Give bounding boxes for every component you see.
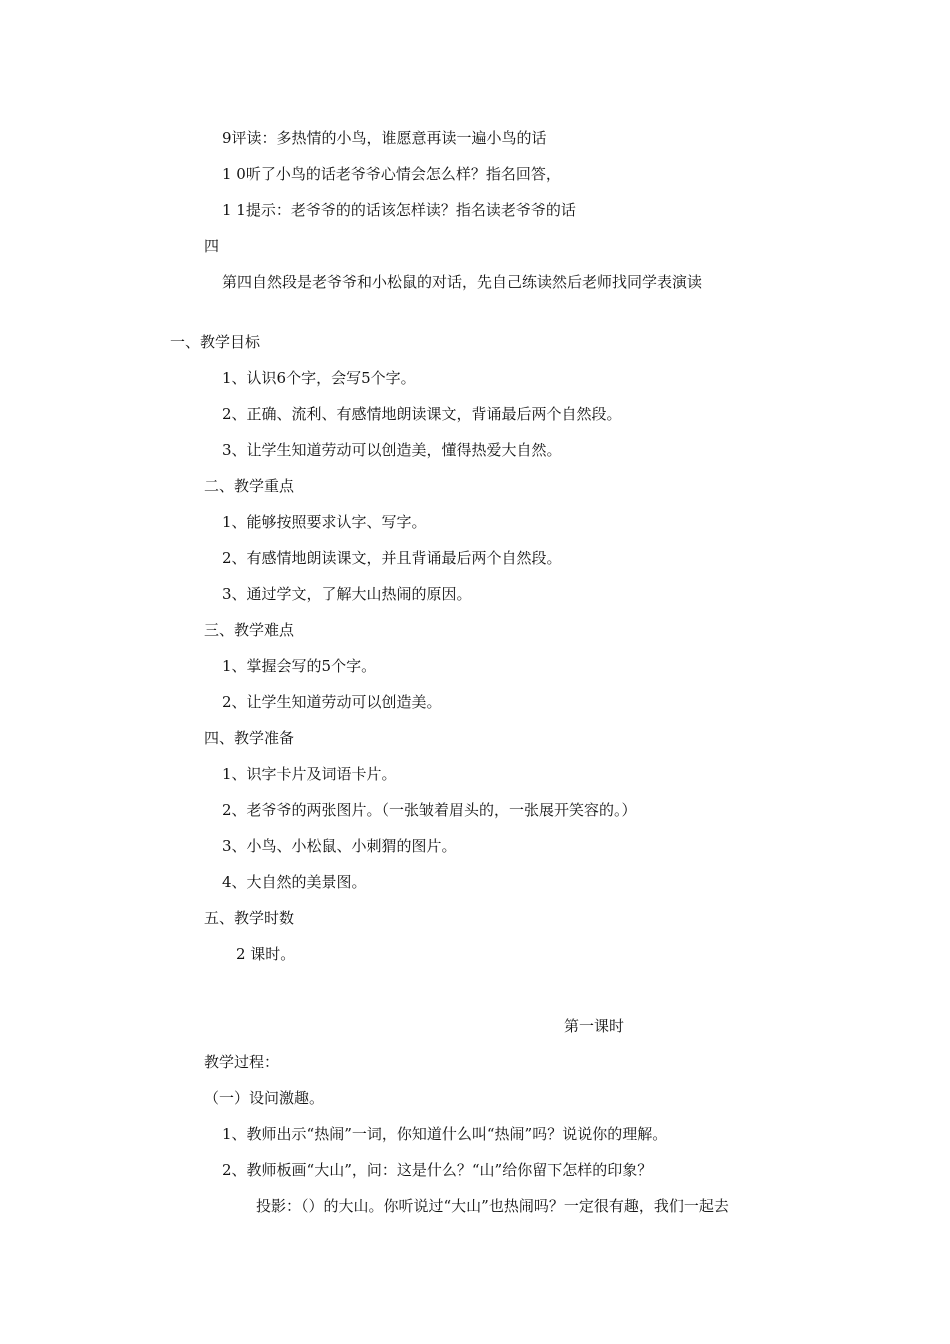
list-item: 2 课时。 [236,945,296,963]
section-heading: 五、教学时数 [204,909,295,927]
list-item: 2、教师板画“大山”，问：这是什么？“山”给你留下怎样的印象？ [222,1161,653,1179]
list-item: 1、认识6个字，会写5个字。 [222,369,416,387]
list-item: 3、通过学文，了解大山热闹的原因。 [222,585,472,603]
list-item: 1、教师出示“热闹”一词，你知道什么叫“热闹”吗？说说你的理解。 [222,1125,668,1143]
list-item: 2、让学生知道劳动可以创造美。 [222,693,442,711]
list-item: 3、小鸟、小松鼠、小刺猬的图片。 [222,837,457,855]
text-line: 第四自然段是老爷爷和小松鼠的对话，先自己练读然后老师找同学表演读 [222,273,703,291]
list-item: 3、让学生知道劳动可以创造美，懂得热爱大自然。 [222,441,562,459]
list-item: 1、能够按照要求认字、写字。 [222,513,427,531]
section-heading: 四、教学准备 [204,729,295,747]
list-item: 1、识字卡片及词语卡片。 [222,765,397,783]
text-line: 1 1提示：老爷爷的的话该怎样读？指名读老爷爷的话 [222,201,576,219]
section-marker: 四 [204,237,220,255]
text-line: 投影：（）的大山。你听说过“大山”也热闹吗？一定很有趣，我们一起去 [256,1197,729,1215]
text-line: 9评读：多热情的小鸟，谁愿意再读一遍小鸟的话 [222,129,547,147]
subsection-heading: （一）设问激趣。 [204,1089,325,1107]
section-heading: 三、教学难点 [204,621,295,639]
section-heading: 二、教学重点 [204,477,295,495]
list-item: 2、老爷爷的两张图片。（一张皱着眉头的，一张展开笑容的。） [222,801,637,819]
list-item: 4、大自然的美景图。 [222,873,367,891]
list-item: 2、正确、流利、有感情地朗读课文，背诵最后两个自然段。 [222,405,622,423]
text-line: 1 0听了小鸟的话老爷爷心情会怎么样？指名回答， [222,165,561,183]
list-item: 2、有感情地朗读课文，并且背诵最后两个自然段。 [222,549,562,567]
section-heading: 一、教学目标 [170,333,261,351]
section-heading: 教学过程： [204,1053,280,1071]
lesson-title: 第一课时 [564,1017,625,1035]
list-item: 1、掌握会写的5个字。 [222,657,377,675]
